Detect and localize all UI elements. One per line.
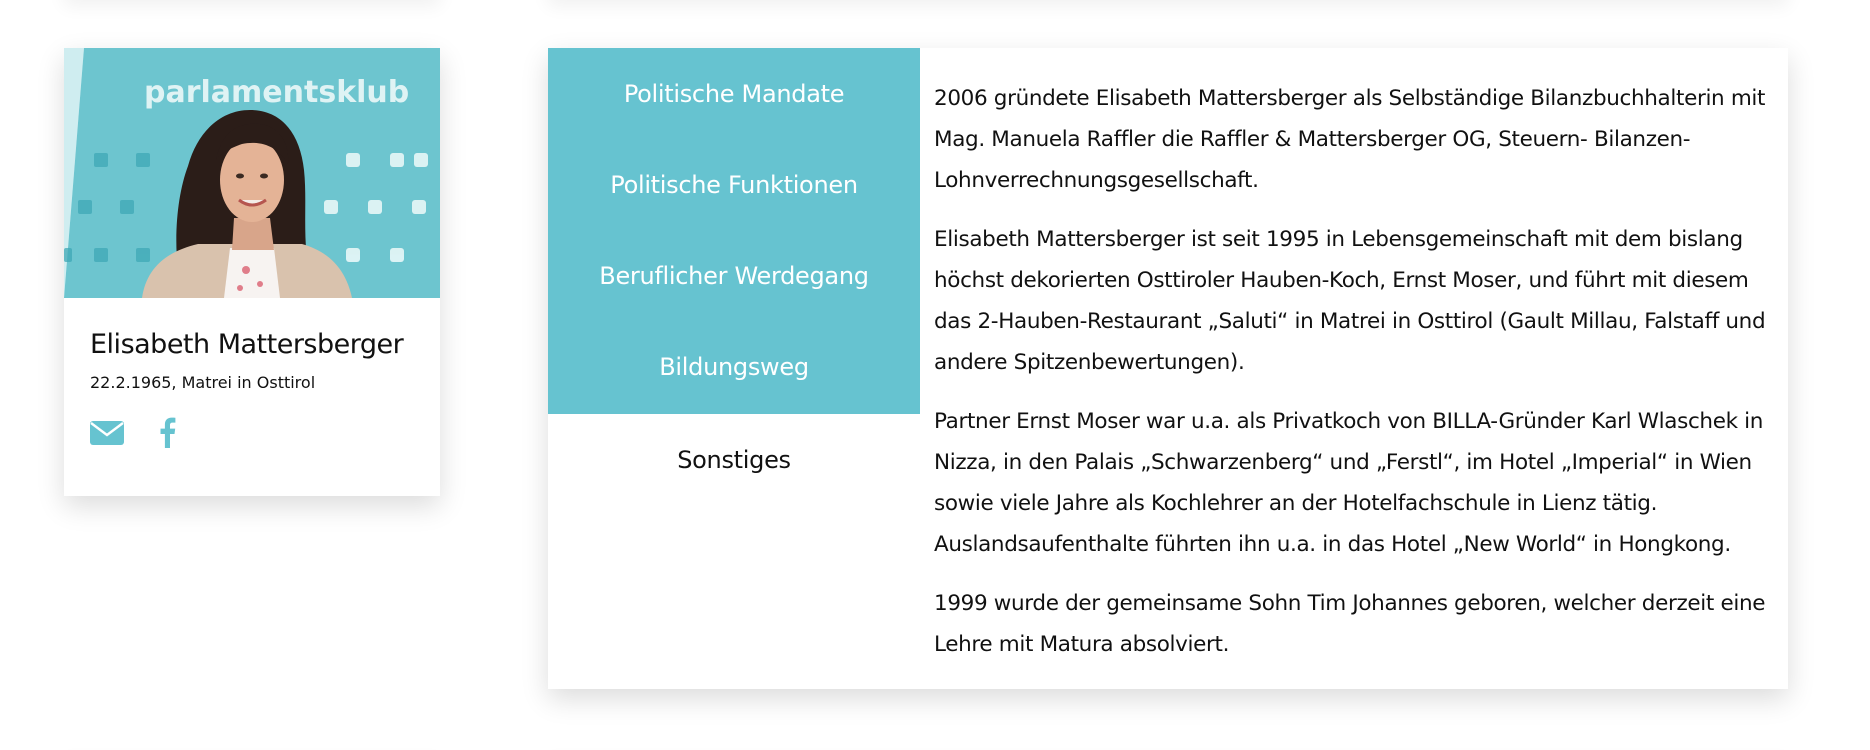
- tab-politische-mandate[interactable]: Politische Mandate: [548, 48, 920, 139]
- portrait-image: [64, 48, 440, 298]
- profile-photo: [64, 48, 440, 298]
- social-links: [90, 416, 414, 448]
- profile-info: [64, 298, 440, 448]
- profile-birth-info: 22.2.1965, Matrei in Osttirol: [90, 373, 316, 392]
- envelope-icon: [90, 419, 124, 445]
- tab-content-sonstiges: [920, 48, 1788, 689]
- tab-group-inactive: [548, 48, 920, 414]
- content-paragraph: Partner Ernst Moser war u.a. als Privatkoch von BILLA-Gründer Karl Wlaschek in Nizza, in den Palais „Schwarzenberg“ und „Ferstl“, im Hotel „Imperial“ in Wien sowie viele Jahre als Kochlehrer an der Hotelfachschule in Lienz tätig. Auslandsaufenthalte führten ihn u.a. in das Hotel „New World“ in Hongkong.: [934, 409, 1764, 557]
- biography-tabs: [548, 48, 920, 689]
- tab-bildungsweg[interactable]: Bildungsweg: [548, 321, 920, 412]
- tab-beruflicher-werdegang[interactable]: Beruflicher Werdegang: [548, 230, 920, 321]
- biography-card: [548, 48, 1788, 689]
- email-link[interactable]: [90, 419, 124, 445]
- profile-name: Elisabeth Mattersberger: [90, 329, 404, 360]
- content-paragraph: 1999 wurde der gemeinsame Sohn Tim Johannes geboren, welcher derzeit eine Lehre mit Matura absolviert.: [934, 591, 1766, 657]
- content-paragraph: Elisabeth Mattersberger ist seit 1995 in Lebensgemeinschaft mit dem bislang höchst dekorierten Osttiroler Hauben-Koch, Ernst Moser, und führt mit diesem das 2-Hauben-Restaurant „Saluti“ in Matrei in Osttirol (Gault Millau, Falstaff und andere Spitzenbewertungen).: [934, 227, 1766, 375]
- facebook-link[interactable]: [158, 416, 176, 448]
- facebook-icon: [158, 416, 176, 448]
- profile-card: [64, 48, 440, 496]
- tab-politische-funktionen[interactable]: Politische Funktionen: [548, 139, 920, 230]
- tab-sonstiges[interactable]: Sonstiges: [548, 414, 920, 505]
- content-paragraph: 2006 gründete Elisabeth Mattersberger als Selbständige Bilanzbuchhalterin mit Mag. Manuela Raffler die Raffler & Mattersberger OG, Steuern- Bilanzen-Lohnverrechnungsgesellschaft.: [934, 86, 1766, 193]
- photo-banner-text: parlamentsklub: [144, 75, 410, 110]
